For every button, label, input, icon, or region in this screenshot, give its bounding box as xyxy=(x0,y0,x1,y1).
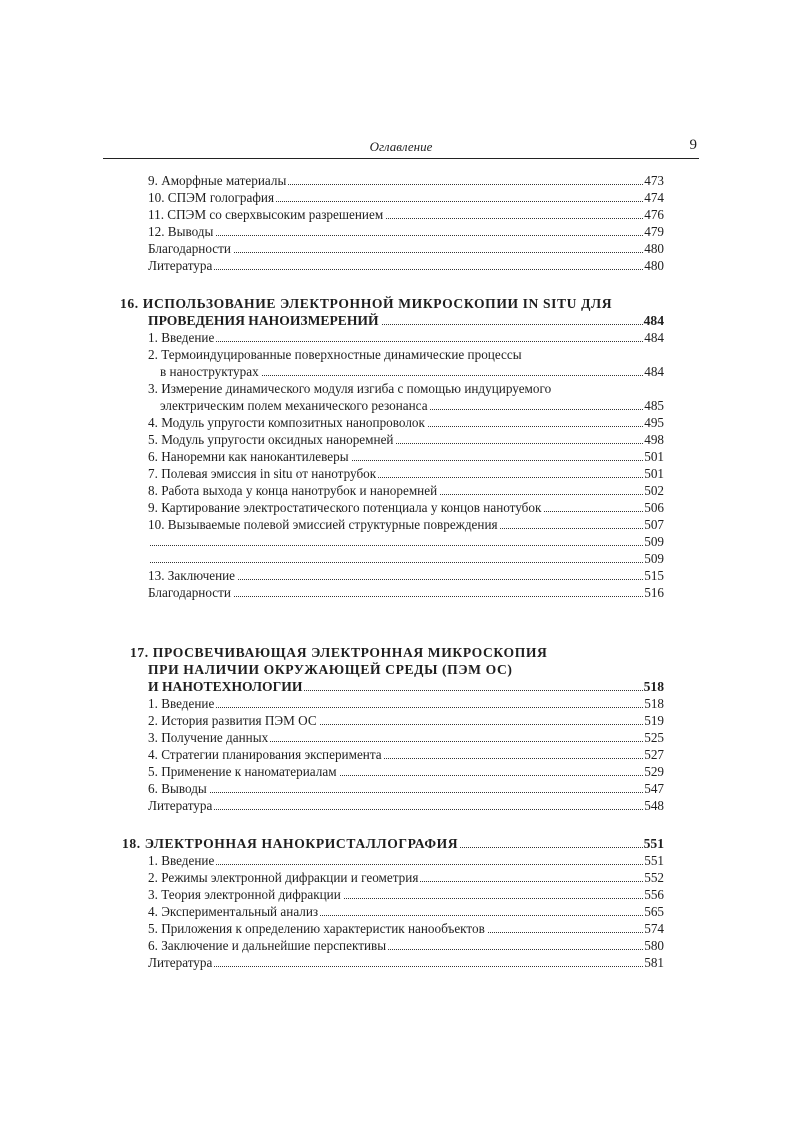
toc-entry-title: 5. Модуль упругости оксидных наноремней xyxy=(148,432,394,447)
toc-entry-title: в наноструктурах xyxy=(160,364,259,379)
toc-entry-title: 9. Аморфные материалы xyxy=(148,173,287,188)
toc-entry-title: 3. Получение данных xyxy=(148,730,269,745)
toc-entry[interactable] xyxy=(148,780,664,797)
toc-entry-page: 556 xyxy=(644,887,664,902)
chapter-page: 551 xyxy=(643,836,664,851)
toc-chapter-17-items xyxy=(148,695,664,814)
toc-entry[interactable] xyxy=(148,886,664,903)
toc-entry-title: 2. История развития ПЭМ ОС xyxy=(148,713,317,728)
toc-entry-page: 506 xyxy=(644,500,664,515)
toc-entry-page: 516 xyxy=(644,585,664,600)
toc-entry[interactable] xyxy=(148,533,664,550)
toc-entry-title: 9. Картирование электростатического потенциала у концов нанотубок xyxy=(148,500,542,515)
toc-entry-page: 476 xyxy=(644,207,664,222)
toc-entry[interactable] xyxy=(148,397,664,414)
chapter-title-line[interactable] xyxy=(120,312,664,329)
toc-entry-title: 6. Наноремни как нанокантилеверы xyxy=(148,449,349,464)
toc-entry-title: 10. СПЭМ голография xyxy=(148,190,275,205)
toc-entry[interactable] xyxy=(148,852,664,869)
toc-entry-page: 548 xyxy=(644,798,664,813)
toc-entry[interactable] xyxy=(148,380,664,397)
toc-entry[interactable] xyxy=(148,465,664,482)
page-number: 9 xyxy=(689,137,697,153)
chapter-title-line[interactable]: ПРИ НАЛИЧИИ ОКРУЖАЮЩЕЙ СРЕДЫ (ПЭМ ОС) xyxy=(148,662,513,677)
running-header-title: Оглавление xyxy=(369,139,433,154)
toc-entry-page: 565 xyxy=(644,904,664,919)
chapter-title-line[interactable] xyxy=(130,678,664,695)
chapter-page: 518 xyxy=(643,679,664,694)
toc-entry-page: 580 xyxy=(644,938,664,953)
toc-entry[interactable] xyxy=(148,869,664,886)
toc-entry-page: 509 xyxy=(644,534,664,549)
toc-entry-page: 529 xyxy=(644,764,664,779)
toc-entry-page: 507 xyxy=(644,517,664,532)
toc-entry-title: 2. Термоиндуцированные поверхностные динамические процессы xyxy=(148,347,522,362)
toc-entry-page: 473 xyxy=(644,173,664,188)
toc-entry-page: 501 xyxy=(644,466,664,481)
toc-entry-title: электрическим полем механического резонанса xyxy=(160,398,428,413)
toc-entry[interactable] xyxy=(148,448,664,465)
toc-entry-page: 547 xyxy=(644,781,664,796)
toc-entry-page: 495 xyxy=(644,415,664,430)
toc-entry-page: 485 xyxy=(644,398,664,413)
toc-entry[interactable] xyxy=(148,206,664,223)
toc-entry[interactable] xyxy=(148,172,664,189)
toc-entry-title: 4. Экспериментальный анализ xyxy=(148,904,319,919)
toc-entry-title: 7. Полевая эмиссия in situ от нанотрубок xyxy=(148,466,377,481)
chapter-title-text: ПРОВЕДЕНИЯ НАНОИЗМЕРЕНИЙ xyxy=(148,313,379,328)
toc-entry-page: 574 xyxy=(644,921,664,936)
toc-chapter-17 xyxy=(130,644,664,695)
toc-entry[interactable] xyxy=(148,729,664,746)
chapter-title-text: И НАНОТЕХНОЛОГИИ xyxy=(148,679,303,694)
toc-entry-title: Литература xyxy=(148,258,213,273)
toc-entry-title: 12. Выводы xyxy=(148,224,214,239)
toc-entry-title: 1. Введение xyxy=(148,330,215,345)
toc-entry-title: 8. Работа выхода у конца нанотрубок и наноремней xyxy=(148,483,438,498)
toc-entry[interactable] xyxy=(148,797,664,814)
toc-entry-page: 474 xyxy=(644,190,664,205)
toc-entry[interactable] xyxy=(148,414,664,431)
toc-entry-title: 4. Модуль упругости композитных нанопроволок xyxy=(148,415,425,430)
toc-entry-title: Благодарности xyxy=(148,585,231,600)
toc-entry-page: 502 xyxy=(644,483,664,498)
toc-chapter-18-items xyxy=(148,852,664,971)
toc-block-previous xyxy=(148,172,664,274)
toc-entry-title: 11. СПЭМ со сверхвысоким разрешением xyxy=(148,207,384,222)
running-header xyxy=(103,138,699,159)
toc-entry-title: 5. Приложения к определению характеристик нанообъектов xyxy=(148,921,485,936)
toc-entry-title: 13. Заключение xyxy=(148,568,236,583)
toc-entry[interactable] xyxy=(148,567,664,584)
toc-entry-page: 518 xyxy=(644,696,664,711)
toc-entry[interactable] xyxy=(148,240,664,257)
toc-entry-page: 479 xyxy=(644,224,664,239)
toc-entry-page: 480 xyxy=(644,241,664,256)
toc-entry-page: 552 xyxy=(644,870,664,885)
toc-entry[interactable] xyxy=(148,189,664,206)
toc-entry-title: 6. Выводы xyxy=(148,781,207,796)
toc-entry-page: 527 xyxy=(644,747,664,762)
toc-entry[interactable] xyxy=(148,763,664,780)
toc-entry[interactable] xyxy=(148,746,664,763)
toc-entry[interactable] xyxy=(148,584,664,601)
chapter-title[interactable]: 16. ИСПОЛЬЗОВАНИЕ ЭЛЕКТРОННОЙ МИКРОСКОПИИ IN SITU ДЛЯ xyxy=(120,296,613,311)
toc-entry-title: 1. Введение xyxy=(148,853,215,868)
chapter-title-line[interactable] xyxy=(122,835,664,852)
toc-entry[interactable] xyxy=(148,346,664,363)
toc-entry[interactable] xyxy=(148,329,664,346)
toc-entry-page: 551 xyxy=(644,853,664,868)
toc-entry-title: 3. Измерение динамического модуля изгиба с помощью индуцируемого xyxy=(148,381,552,396)
toc-entry-title: 1. Введение xyxy=(148,696,215,711)
toc-entry[interactable] xyxy=(148,937,664,954)
toc-entry[interactable] xyxy=(148,257,664,274)
toc-entry-title: 10. Вызываемые полевой эмиссией структурные повреждения xyxy=(148,517,498,532)
chapter-title: 18. ЭЛЕКТРОННАЯ НАНОКРИСТАЛЛОГРАФИЯ xyxy=(122,836,459,851)
toc-entry-page: 484 xyxy=(644,364,664,379)
chapter-page: 484 xyxy=(643,313,664,328)
toc-entry[interactable] xyxy=(148,482,664,499)
toc-entry-title xyxy=(148,551,150,566)
toc-chapter-18 xyxy=(122,835,664,852)
toc-entry[interactable] xyxy=(148,550,664,567)
toc-entry[interactable] xyxy=(148,363,664,380)
toc-entry-title: Литература xyxy=(148,798,213,813)
toc-entry-title: Благодарности xyxy=(148,241,231,256)
toc-entry-page: 525 xyxy=(644,730,664,745)
toc-entry[interactable] xyxy=(148,712,664,729)
toc-entry-title: 2. Режимы электронной дифракции и геометрия xyxy=(148,870,419,885)
toc-entry[interactable] xyxy=(148,499,664,516)
toc-entry[interactable] xyxy=(148,431,664,448)
toc-entry-page: 498 xyxy=(644,432,664,447)
chapter-title[interactable]: 17. ПРОСВЕЧИВАЮЩАЯ ЭЛЕКТРОННАЯ МИКРОСКОПИЯ xyxy=(130,645,548,660)
toc-entry-title: 5. Применение к наноматериалам xyxy=(148,764,337,779)
toc-entry[interactable] xyxy=(148,516,664,533)
toc-entry-title: Литература xyxy=(148,955,213,970)
toc-entry-title: 4. Стратегии планирования эксперимента xyxy=(148,747,382,762)
toc-entry-title: 6. Заключение и дальнейшие перспективы xyxy=(148,938,387,953)
toc-chapter-16 xyxy=(120,295,664,329)
toc-entry-page: 581 xyxy=(644,955,664,970)
toc-entry-page: 509 xyxy=(644,551,664,566)
toc-entry[interactable] xyxy=(148,695,664,712)
toc-entry-page: 501 xyxy=(644,449,664,464)
toc-entry[interactable] xyxy=(148,903,664,920)
toc-entry-title xyxy=(148,534,150,549)
toc-entry-title: 3. Теория электронной дифракции xyxy=(148,887,341,902)
toc-entry-page: 484 xyxy=(644,330,664,345)
toc-entry[interactable] xyxy=(148,223,664,240)
toc-chapter-16-items xyxy=(148,329,664,601)
toc-entry-page: 515 xyxy=(644,568,664,583)
toc-entry-page: 519 xyxy=(644,713,664,728)
toc-entry-page: 480 xyxy=(644,258,664,273)
toc-entry[interactable] xyxy=(148,954,664,971)
toc-entry[interactable] xyxy=(148,920,664,937)
